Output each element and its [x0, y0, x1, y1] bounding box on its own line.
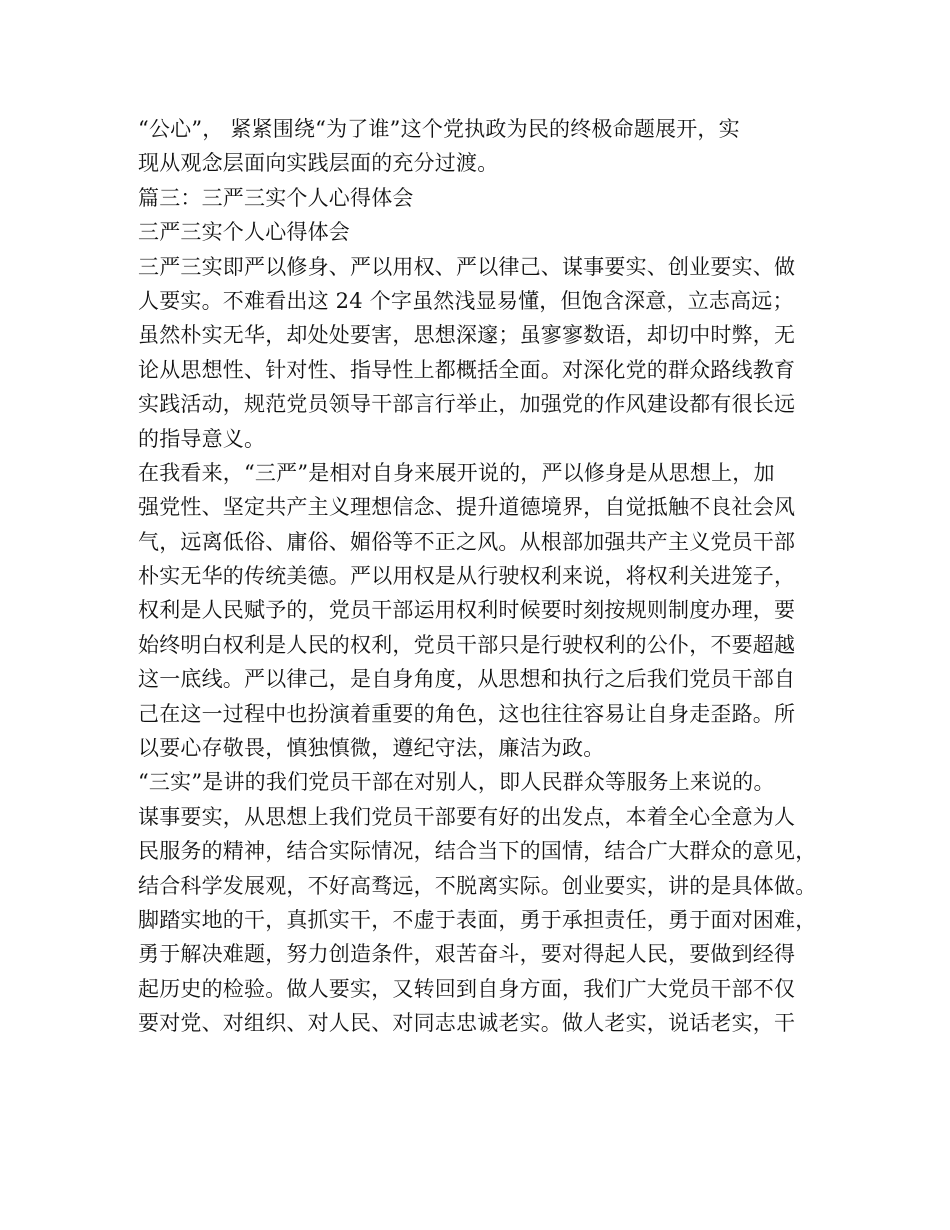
text-line: 论从思想性、针对性、指导性上都概括全面。对深化党的群众路线教育: [138, 357, 796, 382]
text-line: 虽然朴实无华，却处处要害，思想深邃；虽寥寥数语，却切中时弊，无: [138, 323, 796, 348]
text-line: 现从观念层面向实践层面的充分过渡。: [138, 151, 499, 176]
text-line: 的指导意义。: [138, 426, 266, 451]
section-heading: 篇三：三严三实个人心得体会: [138, 185, 414, 210]
text-line: 三严三实即严以修身、严以用权、严以律己、谋事要实、创业要实、做: [138, 254, 796, 279]
text-line: 以要心存敬畏，慎独慎微，遵纪守法，廉洁为政。: [138, 736, 605, 761]
text-line: 人要实。不难看出这 24 个字虽然浅显易懂，但饱含深意，立志高远；: [138, 288, 794, 313]
text-line: 强党性、坚定共产主义理想信念、提升道德境界，自觉抵触不良社会风: [138, 495, 796, 520]
text-line: 权利是人民赋予的，党员干部运用权利时候要时刻按规则制度办理，要: [138, 598, 796, 623]
text-line: “公心”， 紧紧围绕“为了谁”这个党执政为民的终极命题展开，实: [138, 117, 740, 141]
document-body: [138, 112, 818, 1041]
text-line: “三实”是讲的我们党员干部在对别人，即人民群众等服务上来说的。: [138, 770, 775, 795]
text-line: 在我看来，“三严”是相对自身来展开说的，严以修身是从思想上，加: [138, 460, 775, 485]
text-line: 实践活动，规范党员领导干部言行举止，加强党的作风建设都有很长远: [138, 392, 796, 417]
text-line: 民服务的精神，结合实际情况，结合当下的国情，结合广大群众的意见，: [138, 839, 817, 864]
text-line: 谋事要实，从思想上我们党员干部要有好的出发点，本着全心全意为人: [138, 804, 796, 829]
text-line: 朴实无华的传统美德。严以用权是从行驶权利来说，将权利关进笼子，: [138, 564, 796, 589]
text-line: 这一底线。严以律己，是自身角度，从思想和执行之后我们党员干部自: [138, 667, 796, 692]
text-line: 起历史的检验。做人要实，又转回到自身方面，我们广大党员干部不仅: [138, 976, 796, 1001]
section-title: 三严三实个人心得体会: [138, 220, 350, 245]
text-line: 始终明白权利是人民的权利，党员干部只是行驶权利的公仆，不要超越: [138, 632, 796, 657]
text-line: 气，远离低俗、庸俗、媚俗等不正之风。从根部加强共产主义党员干部: [138, 529, 796, 554]
text-line: 己在这一过程中也扮演着重要的角色，这也往往容易让自身走歪路。所: [138, 701, 796, 726]
text-line: 勇于解决难题，努力创造条件，艰苦奋斗，要对得起人民，要做到经得: [138, 942, 796, 967]
text-line: 结合科学发展观，不好高骛远，不脱离实际。创业要实，讲的是具体做。: [138, 873, 817, 898]
text-line: 脚踏实地的干，真抓实干，不虚于表面，勇于承担责任，勇于面对困难，: [138, 907, 817, 932]
text-line: 要对党、对组织、对人民、对同志忠诚老实。做人老实，说话老实，干: [138, 1011, 796, 1036]
